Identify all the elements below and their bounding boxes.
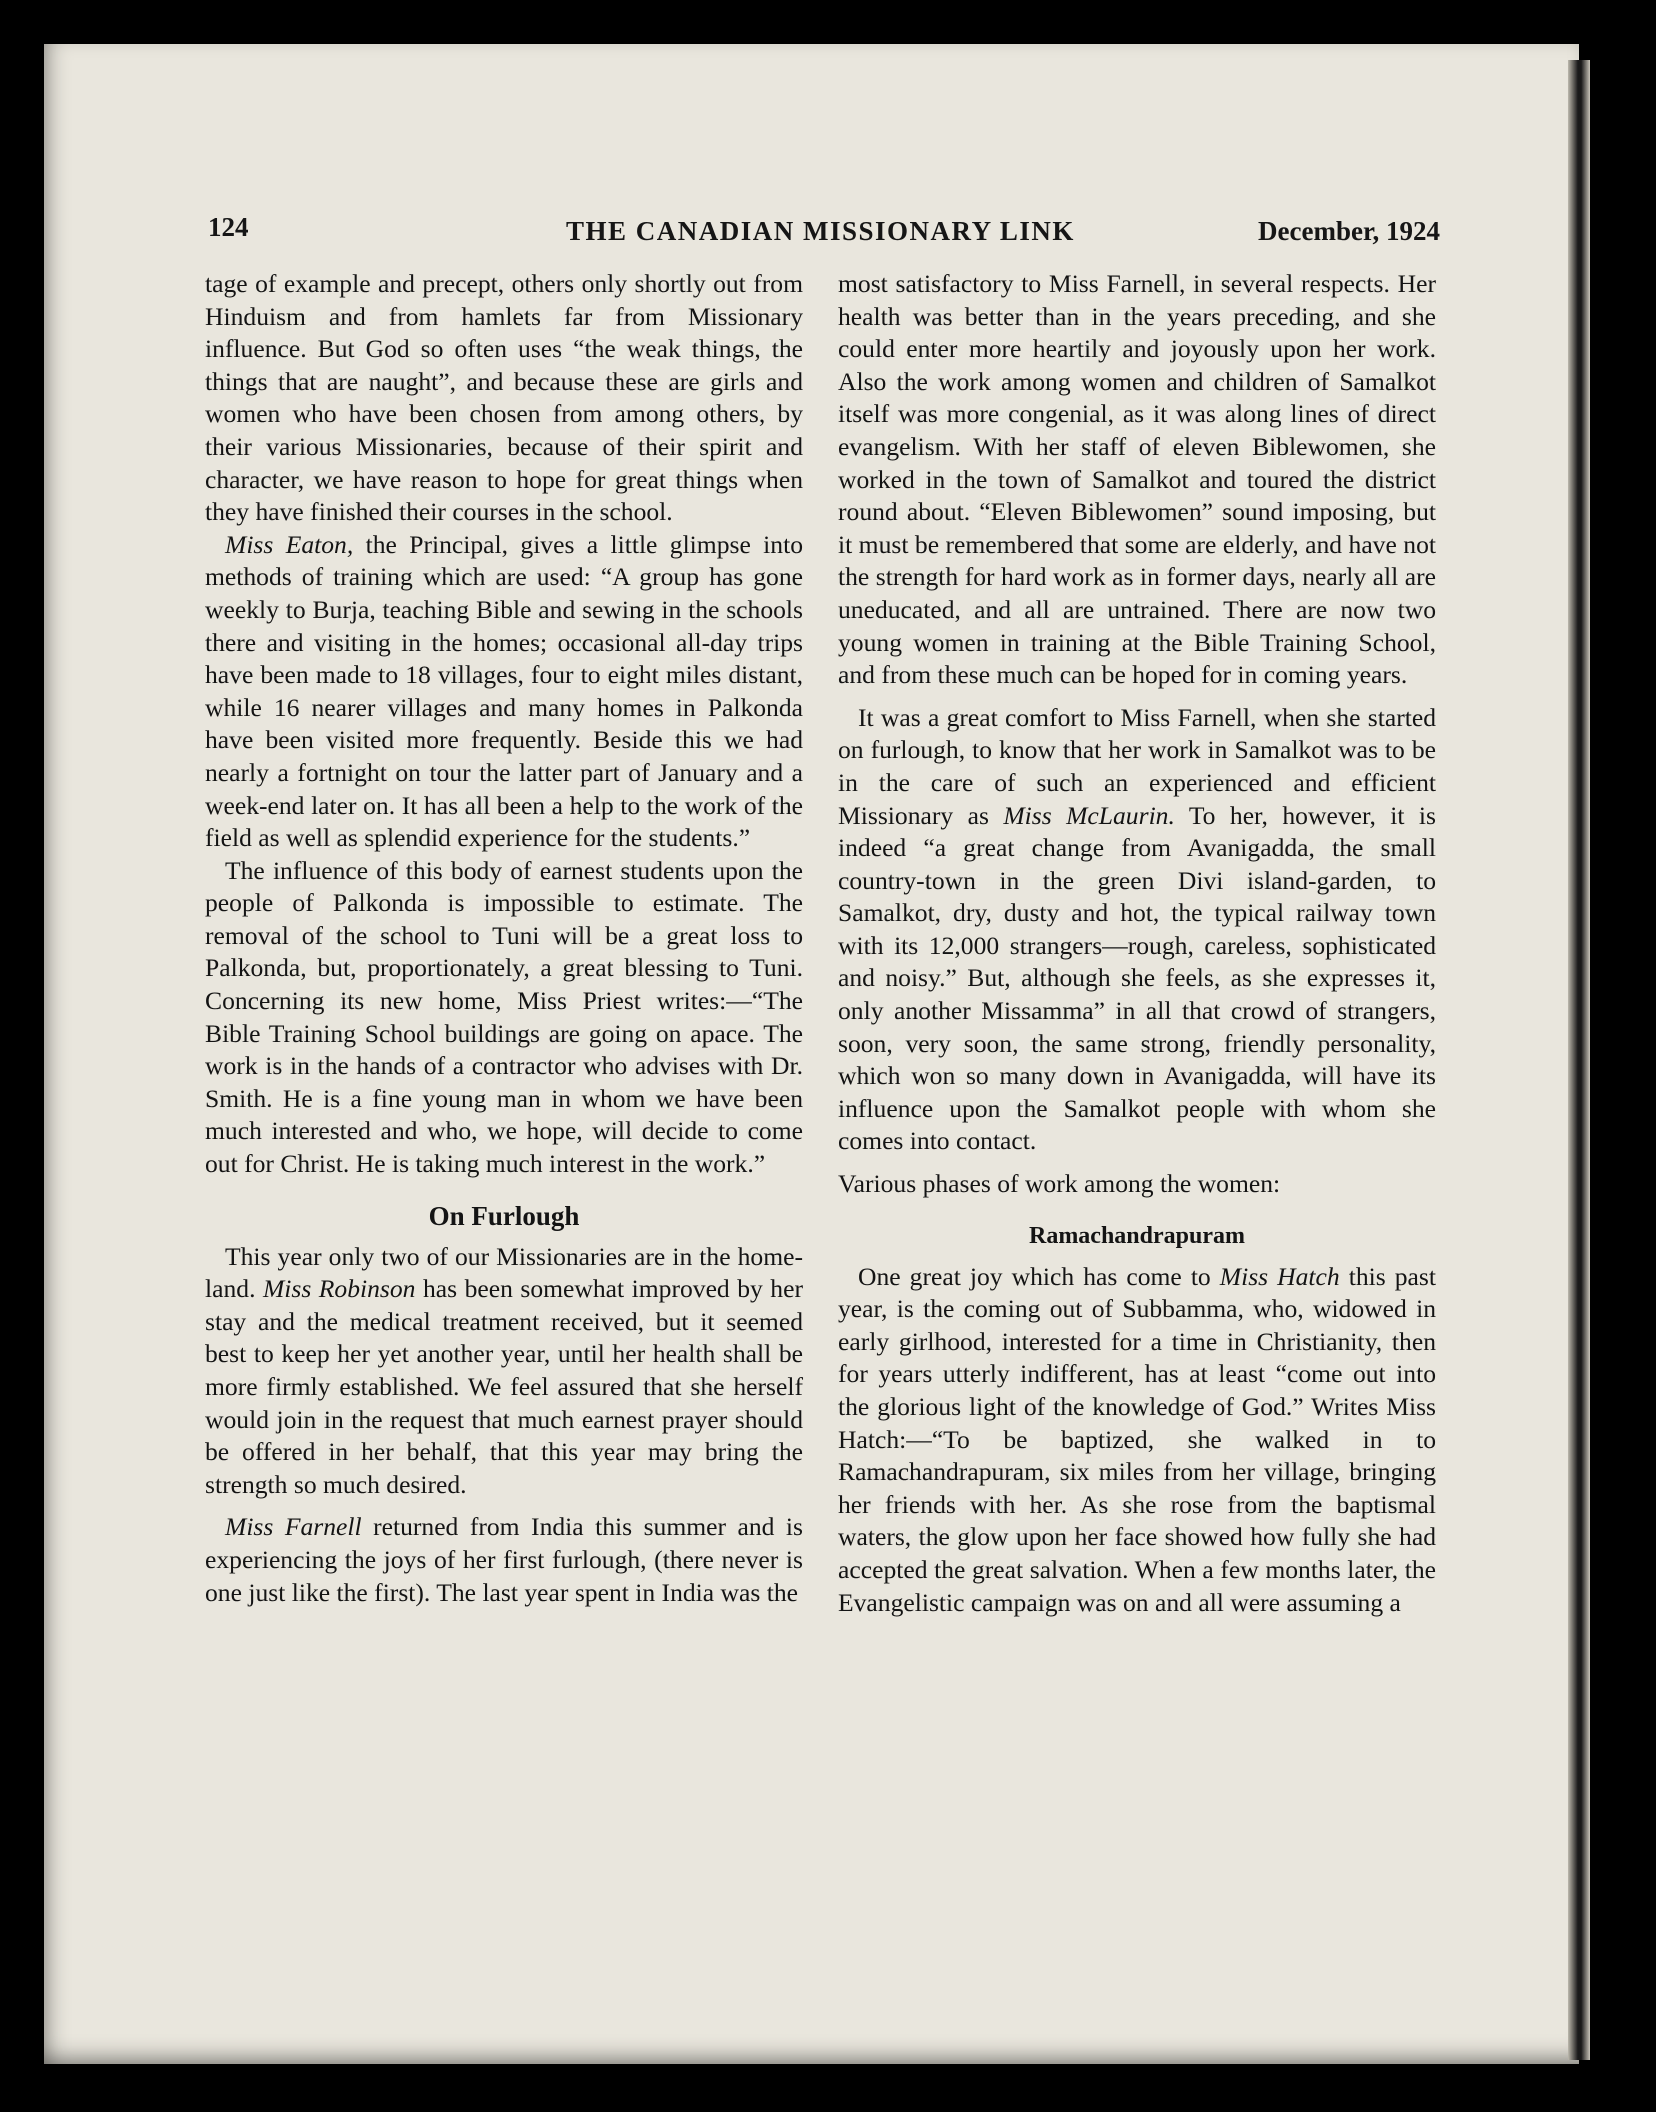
person-name: Miss McLaurin. (1003, 800, 1175, 830)
paragraph-text: This year only two of our Missionaries are in the home-land. (205, 1241, 803, 1304)
journal-title: THE CANADIAN MISSIONARY LINK (566, 216, 1075, 246)
section-heading: On Furlough (428, 1200, 580, 1231)
paragraph-text: One great joy which has come to (858, 1261, 1220, 1291)
paragraph: tage of example and precept, others only shortly out from Hinduism and from hamlets far from Missionary influence. But God so often uses “the weak things, the things that are naught”, and because these are girls and women who have been chosen from among others, by their various Missionaries, because of their spirit and character, we have reason to hope for great things when they have finished their courses in the school. (205, 269, 803, 527)
person-name: Miss Hatch (1219, 1261, 1340, 1291)
paragraph: most satisfactory to Miss Farnell, in several respects. Her health was better than in the years preceding, and she could enter more heartily and joyously upon her work. Also the work among women and children of Samalkot itself was more congenial, as it was along lines of direct evangelism. With her staff of eleven Biblewomen, she worked in the town of Samalkot and toured the district round about. “Eleven Biblewomen” sound imposing, but it must be remembered that some are elderly, and have not the strength for hard work as in former days, nearly all are uneducated, and all are untrained. There are now two young women in training at the Bible Training School, and from these much can be hoped for in coming years. (838, 269, 1436, 690)
person-name: Miss Farnell (225, 1512, 362, 1542)
paragraph (838, 702, 1436, 1158)
paragraph-text: has been somewhat improved by her stay and the medical treatment received, but it seemed best to keep her yet another year, until her health shall be more firmly established. We feel assured that she herself would join in the request that much earnest prayer should be offered in her behalf, that this year may bring the strength so much desired. (205, 1274, 803, 1499)
book-gutter (1568, 60, 1590, 2060)
paragraph-text: this past year, is the coming out of Subbamma, who, widowed in early girlhood, interested for a time in Christianity, then for years utterly indifferent, has at least “come out into the glorious light of the knowledge of God.” Writes Miss Hatch:—“To be baptized, she walked in to Ramachandrapuram, six miles from her village, bringing her friends with her. As she rose from the baptismal waters, the glow upon her face showed how fully she had accepted the great salvation. When a few months later, the Evangelistic campaign was on and all were assuming a (838, 1261, 1436, 1617)
paragraph-text: the Principal, gives a little glimpse into methods of training which are used: “A group has gone weekly to Burja, teaching Bible and sewing in the schools there and visiting in the homes; occasional all-day trips have been made to 18 villages, four to eight miles distant, while 16 nearer villages and many homes in Palkonda have been visited more frequently. Beside this we had nearly a fortnight on tour the latter part of January and a week-end later on. It has all been a help to the work of the field as well as splendid experience for the students.” (205, 529, 803, 853)
paragraph: Various phases of work among the women: (838, 1169, 1281, 1199)
issue-date: December, 1924 (1258, 216, 1440, 246)
right-column (838, 268, 1436, 1619)
left-column (205, 268, 803, 1609)
paragraph (205, 1241, 803, 1502)
page-header (208, 212, 1440, 256)
paragraph: The influence of this body of earnest students upon the people of Palkonda is impossible to estimate. The removal of the school to Tuni will be a great loss to Palkonda, but, proportionately, a great blessing to Tuni. Concerning its new home, Miss Priest writes:—“The Bible Training School buildings are going on apace. The work is in the hands of a contractor who advises with Dr. Smith. He is a fine young man in whom we have been much interested and who, we hope, will decide to come out for Christ. He is taking much interest in the work.” (205, 855, 803, 1179)
paragraph-text: It was a great comfort to Miss Farnell, when she started on furlough, to know that her work in Samalkot was to be in the care of such an experienced and efficient Missionary as (838, 702, 1436, 830)
paragraph-text: To her, however, it is indeed “a great change from Avanigadda, the small country-town in the green Divi island-garden, to Samalkot, dry, dusty and hot, the typical railway town with its 12,000 strangers—rough, careless, sophisticated and noisy.” But, although she feels, as she expresses it, only another Missamma” in all that crowd of strangers, soon, very soon, the same strong, friendly personality, which won so many down in Avanigadda, will have its influence upon the Samalkot people with whom she comes into contact. (838, 800, 1436, 1156)
person-name: Miss Eaton, (225, 529, 354, 559)
person-name: Miss Robinson (262, 1274, 416, 1304)
page-number: 124 (208, 212, 249, 242)
section-heading: Ramachandrapuram (1028, 1222, 1245, 1249)
paragraph-text: returned from India this summer and is experiencing the joys of her first furlough, (there never is one just like the first). The last year spent in India was the (205, 1512, 803, 1607)
paragraph (838, 1261, 1436, 1620)
paragraph (205, 529, 803, 855)
paragraph (205, 1511, 803, 1609)
